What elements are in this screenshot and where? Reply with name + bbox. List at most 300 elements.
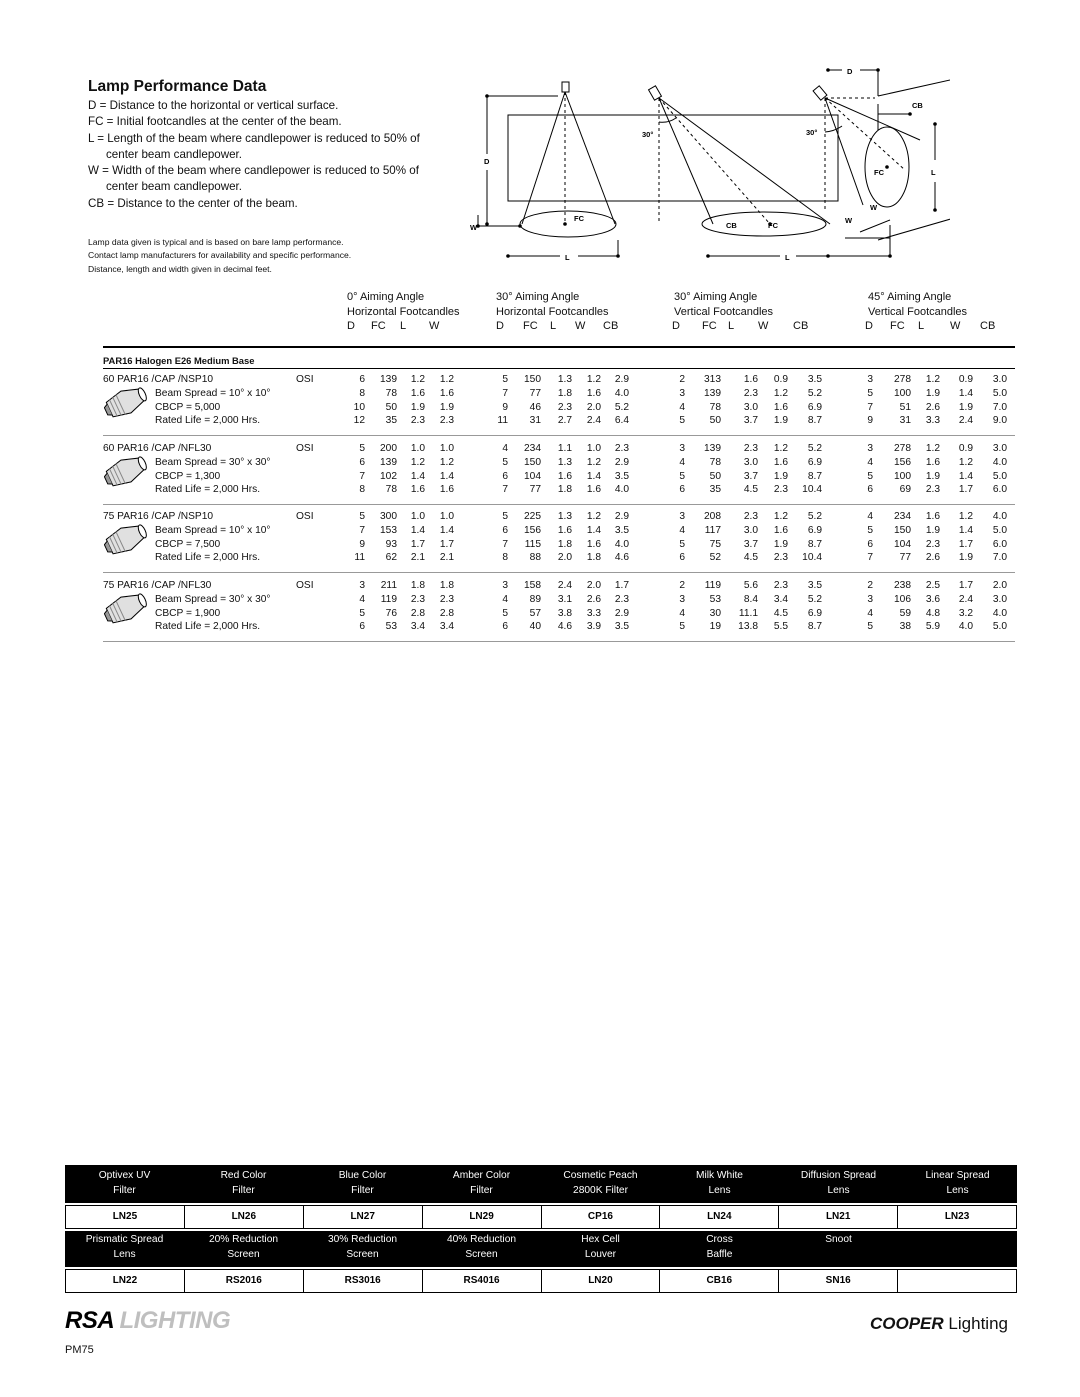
- data-cell: 1.4: [439, 470, 454, 482]
- definition-l: L = Length of the beam where candlepower is reduced to 50% of center beam candlepower.: [88, 131, 420, 161]
- data-cell: 3: [679, 511, 685, 522]
- data-cell: 2.0: [586, 580, 601, 591]
- data-cell: 1.8: [557, 484, 572, 496]
- data-cell: 2.4: [958, 415, 973, 427]
- data-cell: 1.3: [557, 374, 572, 385]
- data-cell: 234: [524, 443, 541, 454]
- data-cell: 1.6: [439, 387, 454, 399]
- diagram-label-d: D: [847, 67, 853, 76]
- data-cell: 2.3: [743, 511, 758, 522]
- data-cell: 1.3: [557, 456, 572, 468]
- data-cell: 5.0: [992, 524, 1007, 536]
- data-cell: 3.3: [586, 607, 601, 619]
- diagram-label-l: L: [565, 253, 570, 262]
- section-rule: [103, 368, 1015, 369]
- data-cell: 4: [867, 511, 873, 522]
- data-cell: 2.3: [439, 593, 454, 605]
- data-cell: 104: [894, 538, 911, 550]
- data-cell: 78: [709, 456, 721, 468]
- data-cell: 2.9: [614, 511, 629, 522]
- data-cell: 6: [867, 538, 873, 550]
- data-cell: 5: [679, 621, 685, 633]
- data-cell: 1.8: [557, 538, 572, 550]
- lamp-name: 75 PAR16 /CAP /NSP10: [103, 511, 214, 522]
- lamp-source: OSI: [296, 511, 314, 522]
- data-cell: 1.4: [958, 470, 973, 482]
- definition-w: W = Width of the beam where candlepower is reduced to 50% of center beam candlepower.: [88, 164, 419, 194]
- data-cell: 7.0: [992, 552, 1007, 564]
- data-cell: 3: [679, 387, 685, 399]
- data-cell: 5: [679, 538, 685, 550]
- data-cell: 46: [529, 401, 541, 413]
- column-header: FC: [523, 320, 538, 332]
- data-cell: 1.6: [410, 484, 425, 496]
- rsa-lighting-logo: RSA LIGHTING: [65, 1307, 231, 1334]
- data-cell: 3.0: [992, 374, 1007, 385]
- data-cell: 7: [502, 387, 508, 399]
- data-cell: 278: [894, 443, 911, 454]
- data-cell: 10.4: [802, 484, 822, 496]
- data-cell: 2.6: [925, 401, 940, 413]
- data-cell: 31: [899, 415, 911, 427]
- data-cell: 6.0: [992, 484, 1007, 496]
- column-header: CB: [980, 320, 996, 332]
- lamp-spec: Rated Life = 2,000 Hrs.: [155, 552, 261, 564]
- data-cell: 2.7: [557, 415, 572, 427]
- data-cell: 2.1: [439, 552, 454, 564]
- group-1-surface: Horizontal Footcandles: [496, 306, 609, 318]
- column-header: W: [950, 320, 961, 332]
- accessory-cell: 40% Reduction Screen: [446, 1234, 517, 1260]
- note-line: Lamp data given is typical and is based on bare lamp performance.: [88, 237, 344, 247]
- data-cell: 5: [867, 524, 873, 536]
- diagram-label-cb: CB: [912, 101, 923, 110]
- data-cell: 4.0: [992, 511, 1007, 522]
- data-cell: 156: [894, 456, 911, 468]
- data-cell: 53: [709, 593, 721, 605]
- data-cell: 4: [679, 524, 685, 536]
- data-cell: 1.9: [773, 538, 788, 550]
- accessory-code: [898, 1270, 1016, 1292]
- note-line: Distance, length and width given in decimal feet.: [88, 263, 272, 274]
- data-cell: 3.4: [773, 593, 788, 605]
- data-cell: 300: [380, 511, 397, 522]
- data-cell: 4.5: [743, 484, 758, 496]
- notes: [88, 236, 448, 276]
- data-cell: 4.0: [992, 607, 1007, 619]
- accessory-cell: Diffusion Spread Lens: [800, 1170, 877, 1196]
- data-cell: 89: [529, 593, 541, 605]
- data-cell: 1.6: [586, 387, 601, 399]
- data-cell: 5: [679, 470, 685, 482]
- data-cell: 11.1: [738, 607, 758, 619]
- group-3-surface: Vertical Footcandles: [868, 306, 968, 318]
- data-cell: 150: [524, 374, 541, 385]
- column-header: D: [865, 320, 873, 332]
- data-cell: 2.3: [410, 415, 425, 427]
- data-cell: 4: [867, 456, 873, 468]
- data-cell: 1.6: [773, 524, 788, 536]
- data-cell: 5.0: [992, 470, 1007, 482]
- accessory-cell: Amber Color Filter: [452, 1170, 511, 1196]
- data-cell: 4.6: [614, 552, 629, 564]
- data-cell: 313: [704, 374, 721, 385]
- data-cell: 4: [867, 607, 873, 619]
- accessory-cell: Hex Cell Louver: [581, 1234, 620, 1260]
- data-cell: 1.2: [773, 443, 788, 454]
- data-cell: 2: [679, 580, 685, 591]
- column-header: L: [728, 320, 735, 332]
- data-cell: 2.4: [958, 593, 973, 605]
- data-cell: 78: [709, 401, 721, 413]
- section-title: PAR16 Halogen E26 Medium Base: [103, 355, 255, 366]
- data-cell: 3: [502, 580, 508, 591]
- accessory-cell: Linear Spread Lens: [925, 1170, 990, 1196]
- accessory-codes-row-1: [65, 1205, 1017, 1229]
- par16-lamp-icon: [104, 590, 148, 626]
- lamp-source: OSI: [296, 443, 314, 454]
- column-header: FC: [890, 320, 905, 332]
- column-header: L: [400, 320, 407, 332]
- accessory-code: LN21: [779, 1206, 898, 1228]
- data-cell: 2.3: [410, 593, 425, 605]
- data-cell: 3: [867, 593, 873, 605]
- accessory-code: RS4016: [423, 1270, 542, 1292]
- data-cell: 50: [709, 470, 721, 482]
- data-cell: 77: [899, 552, 911, 564]
- accessory-code: LN27: [304, 1206, 423, 1228]
- data-cell: 6: [359, 374, 365, 385]
- diagram-label-w: W: [870, 203, 878, 212]
- data-cell: 4: [679, 456, 685, 468]
- data-cell: 4.5: [743, 552, 758, 564]
- data-cell: 2.1: [410, 552, 425, 564]
- data-cell: 2.3: [439, 415, 454, 427]
- lamp-spec: Rated Life = 2,000 Hrs.: [155, 415, 261, 427]
- data-cell: 106: [894, 593, 911, 605]
- data-cell: 5.5: [773, 621, 788, 633]
- data-cell: 2.3: [773, 552, 788, 564]
- column-header: FC: [371, 320, 386, 332]
- data-cell: 1.6: [773, 456, 788, 468]
- data-cell: 5: [502, 374, 508, 385]
- diagram-label-angle: 30°: [806, 128, 818, 137]
- data-cell: 234: [894, 511, 911, 522]
- data-cell: 3.5: [807, 374, 822, 385]
- column-header: CB: [603, 320, 619, 332]
- data-cell: 5.2: [807, 593, 822, 605]
- data-cell: 2.3: [557, 401, 572, 413]
- data-cell: 1.6: [743, 374, 758, 385]
- data-cell: 2.3: [743, 443, 758, 454]
- data-cell: 6.4: [614, 415, 629, 427]
- data-cell: 102: [380, 470, 397, 482]
- lamp-spec: CBCP = 5,000: [155, 401, 221, 413]
- data-cell: 1.6: [773, 401, 788, 413]
- lamp-0-icon: [562, 82, 569, 92]
- data-cell: 2.8: [439, 607, 454, 619]
- data-cell: 7: [867, 401, 873, 413]
- data-cell: 1.4: [586, 470, 601, 482]
- data-cell: 4.8: [925, 607, 940, 619]
- column-header: W: [758, 320, 769, 332]
- data-cell: 19: [709, 621, 721, 633]
- accessory-cell: Red Color Filter: [220, 1170, 267, 1196]
- lamp-name: 75 PAR16 /CAP /NFL30: [103, 580, 212, 591]
- data-cell: 3.8: [557, 607, 572, 619]
- data-cell: 4.0: [614, 387, 629, 399]
- data-cell: 2.3: [773, 580, 788, 591]
- data-cell: 4: [359, 593, 365, 605]
- beam-diagram: [450, 60, 950, 270]
- diagram-label-fc: FC: [574, 214, 584, 223]
- data-cell: 8: [359, 387, 365, 399]
- data-cell: 0.9: [958, 374, 973, 385]
- data-cell: 1.1: [557, 443, 572, 454]
- data-cell: 35: [385, 415, 397, 427]
- data-cell: 13.8: [738, 621, 758, 633]
- data-cell: 238: [894, 580, 911, 591]
- par16-lamp-icon: [104, 521, 148, 557]
- definitions: [88, 98, 448, 212]
- lamp-name: 60 PAR16 /CAP /NFL30: [103, 443, 212, 454]
- data-cell: 5: [502, 511, 508, 522]
- data-cell: 0.9: [958, 443, 973, 454]
- data-cell: 10: [353, 401, 365, 413]
- diagram-label-w: W: [845, 216, 853, 225]
- data-cell: 5.6: [743, 580, 758, 591]
- data-cell: 3.5: [614, 621, 629, 633]
- data-cell: 117: [704, 524, 721, 536]
- data-cell: 8.7: [807, 415, 822, 427]
- accessory-cell: Blue Color Filter: [338, 1170, 387, 1196]
- accessory-cell: Optivex UV Filter: [98, 1170, 151, 1196]
- data-cell: 2.9: [614, 456, 629, 468]
- accessory-code: CB16: [660, 1270, 779, 1292]
- data-cell: 6.9: [807, 607, 822, 619]
- data-cell: 4.0: [614, 538, 629, 550]
- lamp-spec: Rated Life = 2,000 Hrs.: [155, 621, 261, 633]
- row-separator: [103, 641, 1015, 642]
- data-cell: 9: [359, 538, 365, 550]
- data-cell: 1.7: [410, 538, 425, 550]
- beam-ellipse-0: [520, 211, 616, 237]
- data-cell: 7: [359, 524, 365, 536]
- data-cell: 119: [704, 580, 721, 591]
- data-cell: 6.9: [807, 456, 822, 468]
- data-cell: 150: [524, 456, 541, 468]
- data-cell: 1.9: [925, 524, 940, 536]
- data-cell: 1.3: [557, 511, 572, 522]
- par16-lamp-icon: [104, 384, 148, 420]
- data-cell: 5: [359, 443, 365, 454]
- page-id: PM75: [65, 1344, 94, 1356]
- data-cell: 3.0: [743, 524, 758, 536]
- data-cell: 7: [867, 552, 873, 564]
- row-separator: [103, 504, 1015, 505]
- data-cell: 4: [679, 401, 685, 413]
- data-cell: 3.2: [958, 607, 973, 619]
- data-cell: 6: [502, 524, 508, 536]
- diagram-label-fc: FC: [768, 221, 778, 230]
- data-cell: 78: [385, 387, 397, 399]
- data-cell: 51: [899, 401, 911, 413]
- data-cell: 1.9: [439, 401, 454, 413]
- data-cell: 200: [380, 443, 397, 454]
- data-cell: 75: [709, 538, 721, 550]
- data-cell: 31: [529, 415, 541, 427]
- column-header: FC: [702, 320, 717, 332]
- data-cell: 8.7: [807, 538, 822, 550]
- column-header: D: [672, 320, 680, 332]
- data-cell: 2.3: [925, 484, 940, 496]
- data-cell: 2.6: [925, 552, 940, 564]
- data-cell: 4: [679, 607, 685, 619]
- data-cell: 38: [899, 621, 911, 633]
- data-cell: 1.2: [958, 456, 973, 468]
- data-cell: 3.0: [743, 456, 758, 468]
- data-cell: 1.0: [410, 511, 425, 522]
- data-cell: 1.2: [410, 456, 425, 468]
- accessory-code: LN29: [423, 1206, 542, 1228]
- data-cell: 6: [359, 456, 365, 468]
- data-cell: 3.4: [410, 621, 425, 633]
- lamp-spec: Beam Spread = 30° x 30°: [155, 456, 271, 468]
- data-cell: 52: [709, 552, 721, 564]
- data-cell: 1.6: [586, 484, 601, 496]
- accessory-cell: 20% Reduction Screen: [208, 1234, 279, 1260]
- data-cell: 5.0: [992, 387, 1007, 399]
- data-cell: 1.0: [586, 443, 601, 454]
- lamp-spec: CBCP = 1,300: [155, 470, 221, 482]
- data-cell: 53: [385, 621, 397, 633]
- data-cell: 8.7: [807, 470, 822, 482]
- accessory-code: RS2016: [185, 1270, 304, 1292]
- data-cell: 3.5: [614, 470, 629, 482]
- data-cell: 2.3: [743, 387, 758, 399]
- data-cell: 3: [867, 374, 873, 385]
- data-cell: 69: [899, 484, 911, 496]
- data-cell: 1.9: [958, 401, 973, 413]
- data-cell: 2.0: [992, 580, 1007, 591]
- data-cell: 1.2: [439, 456, 454, 468]
- data-cell: 6: [359, 621, 365, 633]
- data-cell: 2: [679, 374, 685, 385]
- definition-cb: CB = Distance to the center of the beam.: [88, 196, 298, 210]
- data-cell: 3.1: [557, 593, 572, 605]
- data-cell: 119: [380, 593, 397, 605]
- data-cell: 1.4: [410, 524, 425, 536]
- accessory-cell: [898, 1233, 1017, 1267]
- data-cell: 1.7: [958, 580, 973, 591]
- data-cell: 150: [894, 524, 911, 536]
- data-cell: 6: [679, 484, 685, 496]
- data-cell: 2.5: [925, 580, 940, 591]
- data-cell: 1.2: [586, 374, 601, 385]
- data-cell: 211: [380, 580, 397, 591]
- data-cell: 77: [529, 484, 541, 496]
- data-cell: 4.5: [773, 607, 788, 619]
- data-cell: 2.4: [586, 415, 601, 427]
- data-cell: 8.7: [807, 621, 822, 633]
- horizontal-surface: [508, 115, 838, 201]
- data-cell: 6.9: [807, 401, 822, 413]
- data-cell: 3.6: [925, 593, 940, 605]
- par16-lamp-icon: [104, 453, 148, 489]
- data-cell: 3.0: [992, 593, 1007, 605]
- data-cell: 1.6: [925, 511, 940, 522]
- data-cell: 208: [704, 511, 721, 522]
- data-cell: 6: [502, 470, 508, 482]
- data-cell: 1.9: [925, 470, 940, 482]
- data-cell: 1.6: [557, 470, 572, 482]
- group-3-angle: 45° Aiming Angle: [868, 291, 952, 303]
- diagram-label-l: L: [931, 168, 936, 177]
- accessory-cell: Prismatic Spread Lens: [85, 1234, 164, 1260]
- column-header: L: [550, 320, 557, 332]
- group-1-angle: 30° Aiming Angle: [496, 291, 580, 303]
- data-cell: 3: [679, 593, 685, 605]
- cooper-lighting-logo: COOPER Lighting: [870, 1314, 1008, 1333]
- data-cell: 62: [385, 552, 397, 564]
- data-cell: 1.9: [773, 415, 788, 427]
- data-cell: 225: [524, 511, 541, 522]
- data-cell: 9.0: [992, 415, 1007, 427]
- data-cell: 77: [529, 387, 541, 399]
- data-cell: 93: [385, 538, 397, 550]
- data-cell: 78: [385, 484, 397, 496]
- data-cell: 1.2: [925, 374, 940, 385]
- data-cell: 2.8: [410, 607, 425, 619]
- data-cell: 5.2: [807, 443, 822, 454]
- data-cell: 100: [894, 387, 911, 399]
- data-cell: 1.6: [557, 524, 572, 536]
- data-cell: 1.8: [410, 580, 425, 591]
- diagram-label-w: W: [470, 223, 478, 232]
- data-cell: 5.0: [992, 621, 1007, 633]
- data-cell: 50: [385, 401, 397, 413]
- column-header: W: [575, 320, 586, 332]
- data-cell: 1.7: [958, 538, 973, 550]
- data-cell: 1.2: [586, 456, 601, 468]
- data-cell: 1.6: [586, 538, 601, 550]
- data-cell: 59: [899, 607, 911, 619]
- group-2-angle: 30° Aiming Angle: [674, 291, 758, 303]
- diagram-label-l: L: [785, 253, 790, 262]
- note-line: Contact lamp manufacturers for availability and specific performance.: [88, 250, 352, 261]
- accessory-code: LN26: [185, 1206, 304, 1228]
- data-cell: 2.3: [925, 538, 940, 550]
- data-cell: 1.0: [410, 443, 425, 454]
- data-cell: 6: [867, 484, 873, 496]
- data-cell: 1.4: [410, 470, 425, 482]
- accessory-cell: Snoot: [825, 1234, 852, 1245]
- row-separator: [103, 572, 1015, 573]
- data-cell: 6.9: [807, 524, 822, 536]
- data-cell: 1.7: [958, 484, 973, 496]
- diagram-label-angle: 30°: [642, 130, 654, 139]
- data-cell: 1.0: [439, 511, 454, 522]
- accessory-cell: 30% Reduction Screen: [327, 1234, 398, 1260]
- data-cell: 8: [359, 484, 365, 496]
- data-cell: 1.8: [586, 552, 601, 564]
- data-cell: 2.3: [614, 593, 629, 605]
- lamp-source: OSI: [296, 580, 314, 591]
- data-cell: 5: [502, 607, 508, 619]
- data-cell: 156: [524, 524, 541, 536]
- data-cell: 5.2: [807, 511, 822, 522]
- accessory-names-row-1: [65, 1165, 1017, 1203]
